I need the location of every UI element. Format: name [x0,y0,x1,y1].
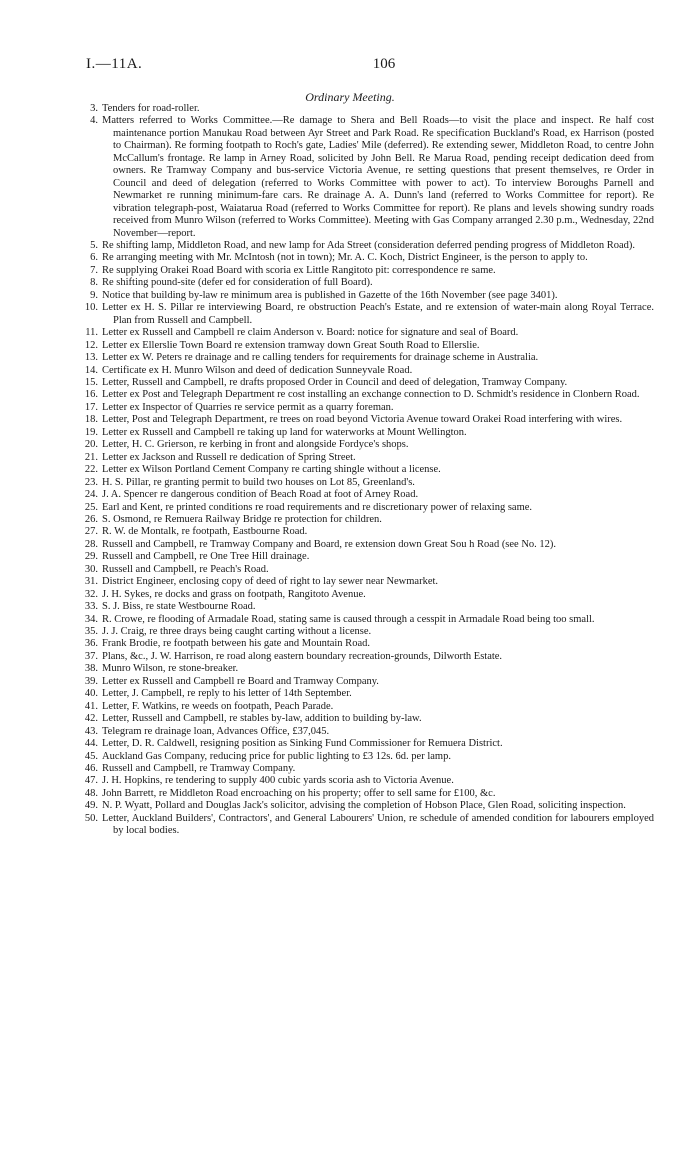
item-number: 31. [84,576,98,588]
item-text: R. Crowe, re flooding of Armadale Road, stating same is caused through a cesspit in Armadale Road being too small. [102,613,595,625]
item-text: Letter ex Russell and Campbell re claim Anderson v. Board: notice for signature and seal of Board. [102,327,519,339]
agenda-item [80,489,654,501]
item-text: Frank Brodie, re footpath between his gate and Mountain Road. [102,638,370,650]
agenda-item [80,614,654,626]
agenda-item [80,464,654,476]
item-number: 20. [84,439,98,451]
agenda-item [80,676,654,688]
item-text: J. A. Spencer re dangerous condition of Beach Road at foot of Arney Road. [102,489,419,501]
item-text: N. P. Wyatt, Pollard and Douglas Jack's solicitor, advising the completion of Hobson Place, Glen Road, soliciting inspection. [102,800,626,812]
agenda-item [80,626,654,638]
item-text: Letter, D. R. Caldwell, resigning position as Sinking Fund Commissioner for Remuera District. [102,738,503,750]
agenda-item [80,576,654,588]
item-text: Certificate ex H. Munro Wilson and deed of dedication Sunneyvale Road. [102,364,413,376]
item-text: Matters referred to Works Committee.—Re damage to Shera and Bell Roads—to visit the place and inspect. Re half cost maintenance portion Manukau Road between Ayr Street and Park Road. Re specification Buckland's Road, ex Harrison (posted to Chairman). Re forming footpath to Roch's gate, Ladies' Mile (deferred). Re extending sewer, Middleton Road, to centre John McCallum's frontage. Re lamp in Arney Road, solicited by John Bell. Re Marua Road, pending receipt dedication deed from owners. Re Tramway Company and bus-service Victoria Avenue, re setting questions that present themselves, re Order in Council and deed of delegation (referred to Works Committee with power to act). To interview Boroughs Parnell and Newmarket re running minimum-fare cars. Re drainage A. A. Dunn's land (referred to Works Committee for report). Re vibration telegraph-post, Waiatarua Road (referred to Works Committee for report). Re plans and levels showing sundry roads received from Munro Wilson (referred to Works Committee). Meeting with Gas Company arranged 2.30 p.m., Wednesday, 22nd November—report. [102,115,654,239]
agenda-item [80,564,654,576]
item-number: 6. [90,252,98,264]
item-number: 28. [84,538,98,550]
item-text: Letter ex Jackson and Russell re dedication of Spring Street. [102,451,356,463]
agenda-item [80,439,654,451]
item-number: 16. [84,389,98,401]
item-text: Russell and Campbell, re Tramway Company. [102,763,296,775]
agenda-item [80,788,654,800]
item-text: Letter, Auckland Builders', Contractors', and General Labourers' Union, re schedule of amended condition for labourers employed by local bodies. [102,812,654,837]
item-number: 7. [90,264,98,276]
section-subtitle: Ordinary Meeting. [305,90,395,104]
item-text: Re arranging meeting with Mr. McIntosh (not in town); Mr. A. C. Koch, District Engineer, is the person to apply to. [102,252,588,264]
item-text: Re shifting pound-site (defer ed for consideration of full Board). [102,277,373,289]
item-number: 15. [84,376,98,388]
item-number: 35. [84,626,98,638]
item-text: Notice that building by-law re minimum area is published in Gazette of the 16th November (see page 3401). [102,289,558,301]
item-text: District Engineer, enclosing copy of deed of right to lay sewer near Newmarket. [102,576,439,588]
agenda-item [80,365,654,377]
item-text: Earl and Kent, re printed conditions re road requirements and re discretionary power of relaxing same. [102,501,533,513]
item-text: Munro Wilson, re stone-breaker. [102,663,239,675]
item-text: Russell and Campbell, re Tramway Company and Board, re extension down Great Sou h Road (see No. 12). [102,538,557,550]
item-number: 43. [84,725,98,737]
agenda-item [80,327,654,339]
item-text: Letter, Russell and Campbell, re stables by-law, addition to building by-law. [102,713,422,725]
agenda-item [80,115,654,240]
agenda-item [80,763,654,775]
item-number: 25. [84,501,98,513]
item-text: Letter, F. Watkins, re weeds on footpath, Peach Parade. [102,700,334,712]
agenda-item [80,302,654,327]
item-text: R. W. de Montalk, re footpath, Eastbourne Road. [102,526,308,538]
item-text: Letter ex Russell and Campbell re Board and Tramway Company. [102,675,379,687]
agenda-item [80,775,654,787]
item-number: 24. [84,489,98,501]
item-number: 33. [84,601,98,613]
item-text: Letter, J. Campbell, re reply to his letter of 14th September. [102,688,352,700]
item-number: 8. [90,277,98,289]
item-number: 18. [84,414,98,426]
agenda-item [80,502,654,514]
agenda-item [80,514,654,526]
item-number: 5. [90,239,98,251]
agenda-item [80,377,654,389]
item-text: Letter ex Wilson Portland Cement Company re carting shingle without a license. [102,464,441,476]
agenda-item [80,589,654,601]
item-text: Letter ex Ellerslie Town Board re extension tramway down Great South Road to Ellerslie. [102,339,480,351]
item-text: Re supplying Orakei Road Board with scoria ex Little Rangitoto pit: correspondence re same. [102,264,496,276]
item-number: 11. [85,327,98,339]
agenda-item [80,726,654,738]
item-text: Russell and Campbell, re Peach's Road. [102,563,269,575]
agenda-item [80,638,654,650]
item-number: 22. [84,464,98,476]
item-text: Letter, Post and Telegraph Department, re trees on road beyond Victoria Avenue toward Orakei Road interfering with wires. [102,414,623,426]
item-number: 26. [84,513,98,525]
agenda-item [80,240,654,252]
item-number: 12. [84,339,98,351]
agenda-item [80,701,654,713]
agenda-item [80,414,654,426]
agenda-item [80,340,654,352]
item-text: S. Osmond, re Remuera Railway Bridge re protection for children. [102,513,382,525]
item-number: 27. [84,526,98,538]
item-number: 49. [84,800,98,812]
item-text: H. S. Pillar, re granting permit to build two houses on Lot 85, Greenland's. [102,476,415,488]
item-text: S. J. Biss, re state Westbourne Road. [102,601,256,613]
item-number: 39. [84,675,98,687]
item-text: Letter ex W. Peters re drainage and re calling tenders for requirements for drainage scheme in Australia. [102,352,539,364]
page-header [86,56,654,76]
item-text: J. H. Sykes, re docks and grass on footpath, Rangitoto Avenue. [102,588,366,600]
item-number: 14. [84,364,98,376]
agenda-item [80,651,654,663]
item-text: Re shifting lamp, Middleton Road, and new lamp for Ada Street (consideration deferred pending progress of Middleton Road). [102,239,636,251]
item-text: Letter, Russell and Campbell, re drafts proposed Order in Council and deed of delegation, Tramway Company. [102,376,568,388]
agenda-item [80,526,654,538]
item-number: 13. [84,352,98,364]
item-text: Letter ex Russell and Campbell re taking up land for waterworks at Mount Wellington. [102,426,467,438]
agenda-item [80,352,654,364]
agenda-item [80,277,654,289]
item-number: 10. [84,302,98,314]
item-number: 50. [84,812,98,824]
item-number: 36. [84,638,98,650]
agenda-item [80,551,654,563]
agenda-item [80,688,654,700]
agenda-item [80,539,654,551]
agenda-item [80,800,654,812]
agenda-item [80,751,654,763]
item-text: Tenders for road-roller. [102,103,200,114]
item-number: 29. [84,551,98,563]
item-text: John Barrett, re Middleton Road encroaching on his property; offer to sell same for £100, &c. [102,787,496,799]
item-number: 32. [84,588,98,600]
agenda-item [80,663,654,675]
item-number: 17. [84,401,98,413]
item-text: J. H. Hopkins, re tendering to supply 400 cubic yards scoria ash to Victoria Avenue. [102,775,454,787]
item-number: 42. [84,713,98,725]
item-text: Plans, &c., J. W. Harrison, re road along eastern boundary recreation-grounds, Dilworth Estate. [102,650,503,662]
item-number: 38. [84,663,98,675]
item-text: Russell and Campbell, re One Tree Hill drainage. [102,551,310,563]
item-number: 3. [90,103,98,114]
agenda-item [80,452,654,464]
item-text: Auckland Gas Company, reducing price for public lighting to £3 12s. 6d. per lamp. [102,750,451,762]
agenda-item [80,389,654,401]
item-number: 9. [90,289,98,301]
agenda-item [80,427,654,439]
document-reference: I.—11A. [86,56,143,72]
page-number: 106 [372,56,396,72]
item-text: Letter ex Inspector of Quarries re service permit as a quarry foreman. [102,401,394,413]
agenda-item [80,252,654,264]
item-number: 44. [84,738,98,750]
item-number: 46. [84,763,98,775]
agenda-item [80,601,654,613]
item-text: Letter, H. C. Grierson, re kerbing in front and alongside Fordyce's shops. [102,439,409,451]
item-number: 19. [84,426,98,438]
item-number: 21. [84,451,98,463]
item-number: 37. [84,650,98,662]
item-number: 47. [84,775,98,787]
item-text: J. J. Craig, re three drays being caught carting without a license. [102,626,372,638]
item-text: Letter ex H. S. Pillar re interviewing Board, re obstruction Peach's Estate, and re extension of water-main along Royal Terrace. Plan from Russell and Campbell. [102,302,654,326]
item-number: 23. [84,476,98,488]
item-number: 45. [84,750,98,762]
item-number: 4. [90,115,98,127]
item-number: 30. [84,563,98,575]
agenda-item [80,738,654,750]
item-number: 48. [84,787,98,799]
agenda-item [80,402,654,414]
agenda-item [80,477,654,489]
item-number: 41. [84,700,98,712]
item-text: Letter ex Post and Telegraph Department re cost installing an exchange connection to D. Schmidt's residence in Clonbern Road. [102,389,640,401]
item-text: Telegram re drainage loan, Advances Office, £37,045. [102,725,330,737]
agenda-item [80,713,654,725]
agenda-item [80,265,654,277]
agenda-item [80,813,654,838]
item-number: 40. [84,688,98,700]
agenda-item [80,290,654,302]
agenda-list [80,103,654,838]
agenda-item [80,103,654,115]
item-number: 34. [84,613,98,625]
